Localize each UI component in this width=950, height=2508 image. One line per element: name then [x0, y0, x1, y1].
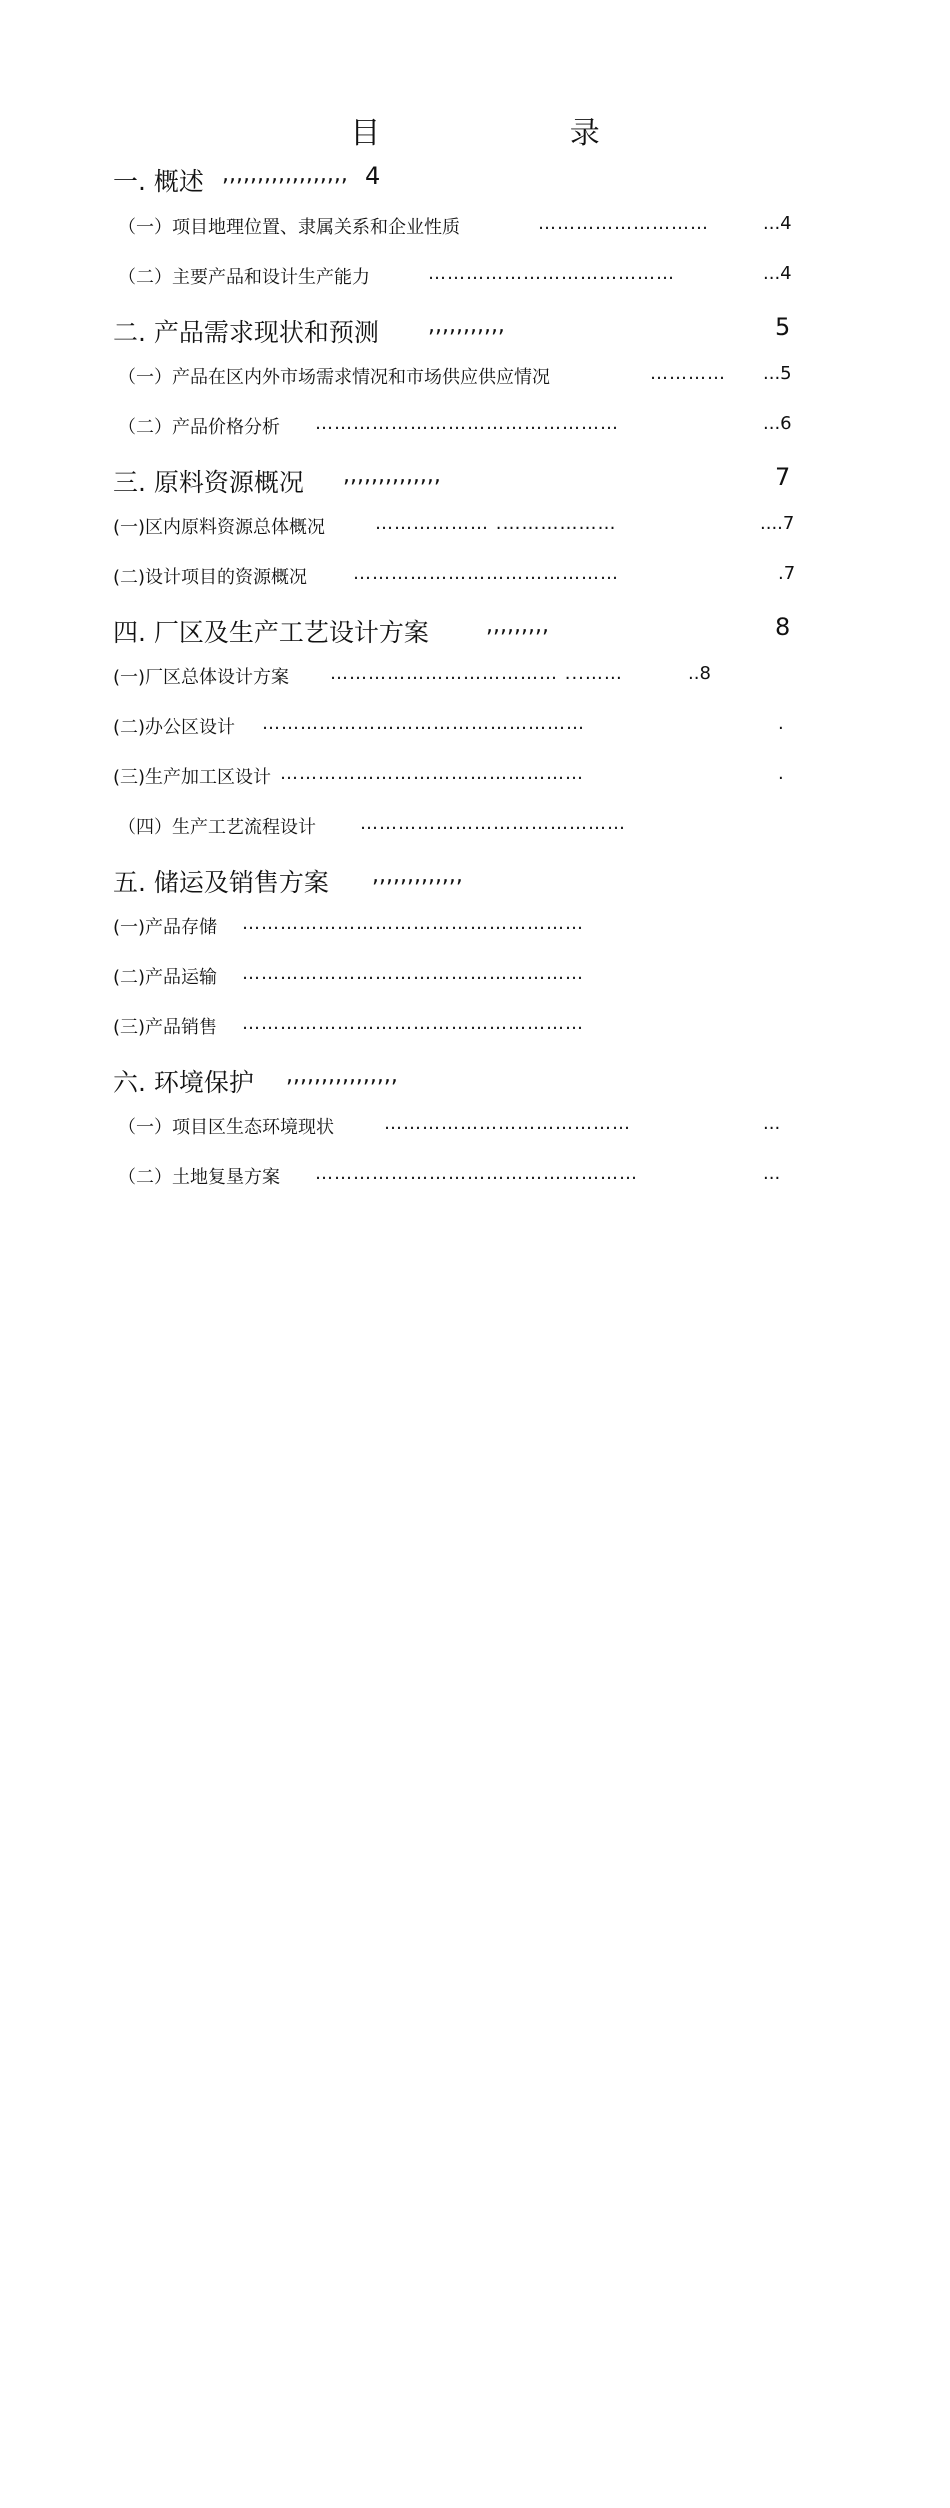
toc-entry-leader: ,,,,,,,,,,,,,,,,,,: [222, 162, 348, 187]
toc-entry-leader: ………………………………………………: [242, 913, 584, 934]
toc-entry-leader: …………: [650, 363, 726, 384]
toc-entry-label: (二)产品运输: [113, 967, 218, 988]
toc-entry-label: （二）产品价格分析: [118, 417, 280, 438]
toc-entry-leader: ,,,,,,,,,,,,,,,,: [286, 1063, 398, 1088]
toc-entry-leader: ,,,,,,,,,,,: [428, 313, 505, 338]
toc-title: 目 录: [350, 116, 690, 151]
toc-entry-label: （二）土地复垦方案: [118, 1167, 280, 1188]
toc-entry-label: （一）项目区生态环境现状: [118, 1117, 334, 1138]
toc-entry-leader: ……………………………… ...……: [330, 663, 623, 684]
toc-entry-page-number: ...4: [763, 263, 792, 284]
toc-entry-page-number: .: [778, 763, 784, 784]
toc-entry-leader: ,,,,,,,,,,,,,,: [343, 463, 441, 488]
toc-entry-label: 五. 储运及销售方案: [113, 868, 329, 897]
toc-entry-leader: ……………………………………………: [262, 713, 585, 734]
toc-entry-leader: ………………………: [538, 213, 709, 234]
toc-entry-page-number: 8: [775, 613, 791, 641]
toc-entry-label: 四. 厂区及生产工艺设计方案: [113, 618, 429, 647]
toc-entry-leader: ……………………………………: [353, 563, 619, 584]
toc-entry-label: (一)厂区总体设计方案: [113, 667, 290, 688]
toc-entry-leader: ………………………………………………: [242, 1013, 584, 1034]
toc-entry-page-number: ...: [763, 1163, 781, 1184]
toc-entry-leader: …………………………………………: [315, 413, 619, 434]
toc-entry-page-number: ...4: [763, 213, 792, 234]
toc-entry-label: 三. 原料资源概况: [113, 468, 304, 497]
toc-entry-leader: …………………………………………: [280, 763, 584, 784]
toc-entry-leader: ……………………………………: [360, 813, 626, 834]
toc-entry-leader: ……………………………………………: [315, 1163, 638, 1184]
toc-entry-label: 六. 环境保护: [113, 1068, 254, 1097]
toc-entry-page-number: .: [778, 713, 784, 734]
toc-entry-label: (一)产品存储: [113, 917, 218, 938]
toc-entry-page-number: ...5: [763, 363, 792, 384]
toc-entry-page-number: ..8: [688, 663, 711, 684]
toc-entry-page-number: ...: [763, 1113, 781, 1134]
toc-entry-label: (三)产品销售: [113, 1017, 218, 1038]
toc-entry-leader: …………………………………: [384, 1113, 631, 1134]
toc-entry-leader: ,,,,,,,,,: [486, 613, 549, 638]
toc-entry-label: （一）项目地理位置、隶属关系和企业性质: [118, 217, 460, 238]
toc-entry-label: （一）产品在区内外市场需求情况和市场供应供应情况: [118, 367, 550, 388]
toc-entry-page-number: 5: [775, 313, 791, 341]
toc-entry-leader: ,,,,,,,,,,,,,: [372, 863, 463, 888]
toc-entry-page-number: 4: [365, 162, 381, 190]
toc-entry-leader: ………………………………………………: [242, 963, 584, 984]
toc-entry-label: (二)办公区设计: [113, 717, 236, 738]
toc-entry-page-number: .7: [778, 563, 796, 584]
toc-entry-label: (一)区内原料资源总体概况: [113, 517, 326, 538]
toc-entry-label: 二. 产品需求现状和预测: [113, 318, 379, 347]
toc-entry-label: （四）生产工艺流程设计: [118, 817, 316, 838]
toc-entry-label: (三)生产加工区设计: [113, 767, 272, 788]
toc-entry-label: 一. 概述: [113, 167, 204, 196]
toc-entry-label: (二)设计项目的资源概况: [113, 567, 308, 588]
toc-entry-page-number: ...6: [763, 413, 792, 434]
toc-entry-leader: …………………………………: [428, 263, 675, 284]
toc-entry-leader: ……………… .………………: [375, 513, 617, 534]
toc-entry-label: （二）主要产品和设计生产能力: [118, 267, 370, 288]
toc-entry-page-number: ....7: [760, 513, 795, 534]
toc-entry-page-number: 7: [775, 463, 791, 491]
